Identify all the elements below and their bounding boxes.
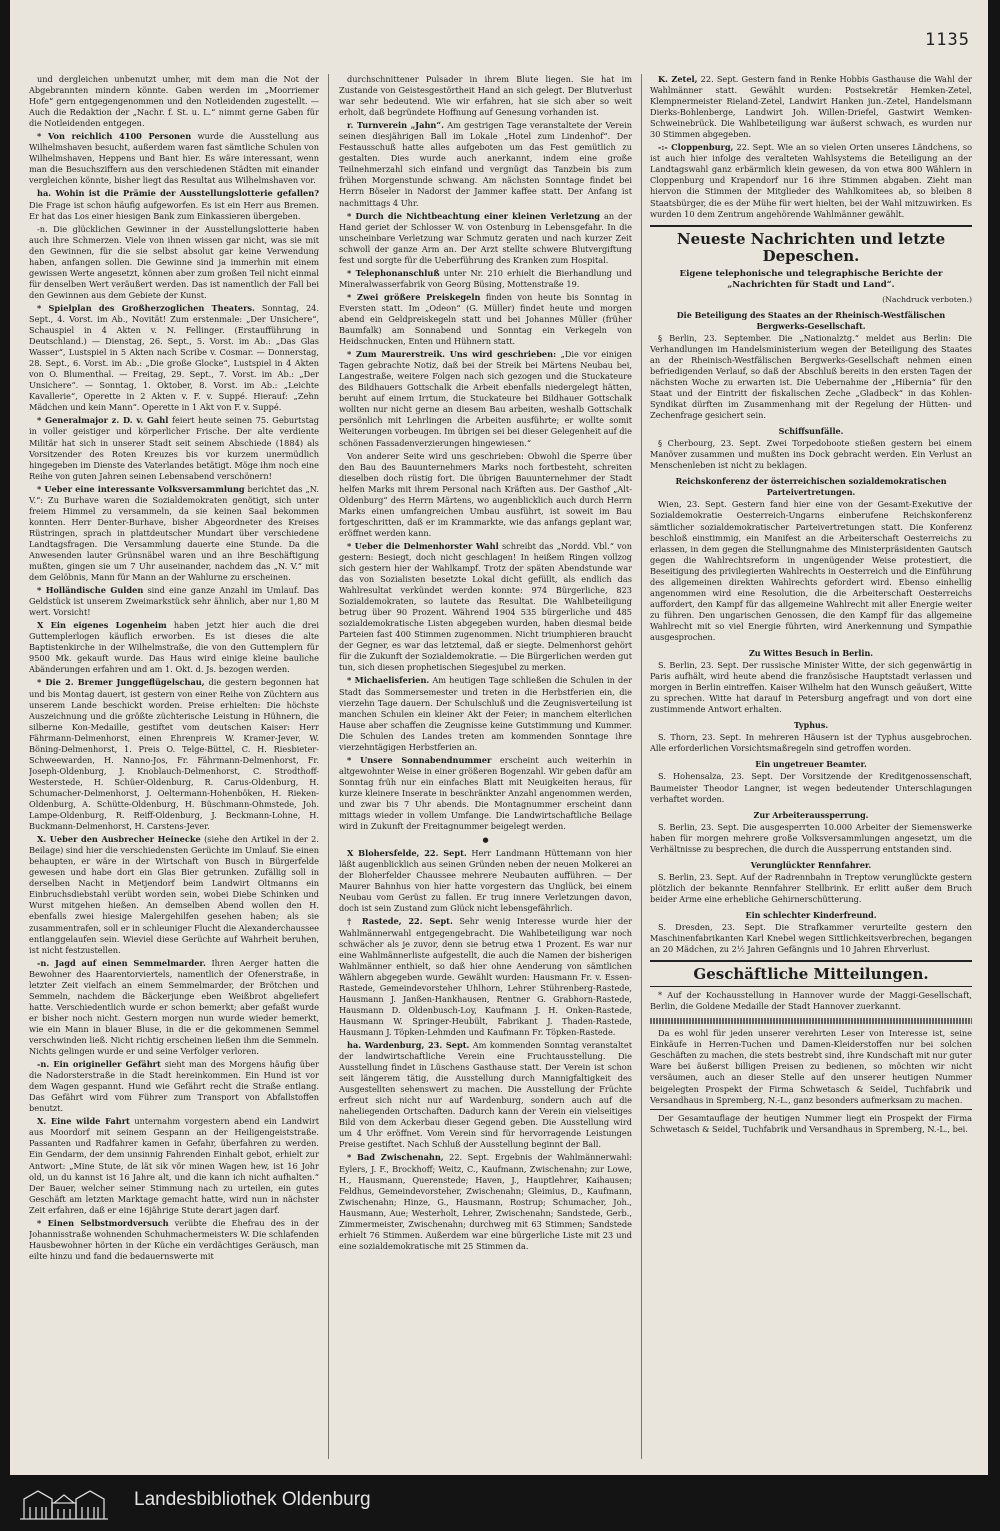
news-text: S. Berlin, 23. Sept. Auf der Radrennbahn in Treptow verunglückte gestern plötzlich der bekannte Rennfahrer Stellbrink. Er erlitt außer dem Bruch beider Arme eine erhebliche Gehirnerschütterung. [650,871,972,904]
article [339,1152,632,1251]
news-text: § Berlin, 23. September. Die „Nationalztg.“ meldet aus Berlin: Die Verhandlungen im Handelsministerium wegen der Beteiligung des Staates an der Rheinisch-Westfälischen Bergwerks-Gesellschaft nehmen einen befriedigenden Verlauf, so daß der Abschluß bereits in den ersten Tagen der nächsten Woche zu erwarten ist. Die Uebernahme der „Hibernia“ für den Staat und der Eintritt der fiskalischen Zeche „Gladbeck“ in das Kohlen-Syndikat dürften im Zusammenhang mit der Regelung der Hütten- und Zechenfrage gesichert sein. [650,332,972,421]
article [339,120,632,208]
news-text: § Cherbourg, 23. Sept. Zwei Torpedoboote stießen gestern bei einem Manöver zusammen und mußten ins Dock gebracht werden. Ein Verlust an Menschenleben ist nicht zu beklagen. [650,438,972,471]
library-building-icon [18,1485,110,1521]
article-headline: X. Ueber den Ausbrecher Heinecke [37,834,201,845]
article-text: Herr Landmann Hüttemann von hier läßt augenblicklich aus seinen Gründen neben der neuen Molkerei an der Bloherfelder Chaussee mehrere Neubauten aufführen. — Der Maurer Bahnhus von hier hatte vorgestern das Unglück, bei einem Neubau vom Gerüst zu fallen. Er trug innere Verletzungen davon, doch ist sein Zustand zum Glück nicht lebensgefährlich. [339,848,632,914]
article-headline: * Ueber eine interessante Volksversammlung [37,483,245,494]
article-headline: * Michaelisferien. [347,675,430,686]
section-title-business: Geschäftliche Mitteilungen. [693,965,929,984]
article-text: Sehr wenig Interesse wurde hier der Wahlmännerwahl entgegengebracht. Die Wahlbeteiligung war noch schwächer als je zuvor, denn sie betrug etwa 1 Prozent. Es war nur eine Wahlmännerliste aufgestellt, die auch die Namen der bisherigen Wahlmänner enthielt, so daß hier ohne Aenderung von sämtlichen Wählern abgegeben wurde. Gewählt wurden: Hausmann Fr. v. Essen-Rastede, Gemeindevorsteher Uhlhorn, Lehrer Stührenberg-Rastede, Hausmann J. Janßen-Hankhausen, Rentner G. Grabhorn-Rastede, Hausmann D. Oldenbusch-Loy, Kaufmann J. H. Onken-Rastede, Hausmann W. Springer-Heubült, Fabrikant J. Thaden-Rastede, Hausmann J. Töpken-Lehmden und Kaufmann Fr. Töpken-Rastede. [339,916,632,1037]
article [29,958,319,1057]
article [339,541,632,674]
viewer-footer [0,1475,1000,1531]
article-text: Am gestrigen Tage veranstaltete der Verein seinen diesjährigen Ball im Lokale „Hotel zum Lindenhof“. Der Festausschuß hatte alles aufgeboten um das Fest gemütlich zu gestalten. Dies wurde auch anerkannt, indem eine große Teilnehmerzahl sich einfand und vergnügt das Tanzbein bis zum frühen Morgenstunde schwang. Am nächsten Sonntage findet bei Herrn Böseler in Nadorst der Jammer kaffee statt. Der Anfang ist nachmittags 4 Uhr. [339,120,632,208]
ornament-rule [650,1018,972,1024]
article [650,142,972,219]
article-headline: * Von reichlich 4100 Personen [37,131,192,142]
article-headline: X. Eine wilde Fahrt [37,1116,130,1127]
article [29,834,319,956]
article-headline: X Blohersfelde, 22. Sept. [347,848,467,859]
reprint-notice: (Nachdruck verboten.) [882,294,972,304]
article-text: sind eine ganze Anzahl im Umlauf. Das Geldstück ist unserem Zweimarkstück sehr ähnlich, aber nur 1,80 M wert. Vorsicht! [29,585,319,618]
article-headline: * Bad Zwischenahn, [347,1152,444,1163]
article [339,268,632,290]
article-text: „Die vor einigen Tagen gebrachte Notiz, daß bei der Streik bei Märtens Neubau bei, Langestraße, weitere Folgen nach sich gezogen und die Stuckateure des Bildhauers Gottschalk die Arbeit ebenfalls niedergelegt hätten, beruht auf einem Irrtum, die Stuckateure bei Bildhauer Gottschalk wollten nur nicht gerne an diesem Bau arbeiten, weshalb Gottschalk persönlich mit Lehrlingen die Arbeiten ausführte; er wollte somit Weiterungen vorbeugen. Im übrigen sei bei dieser Gelegenheit auf die schönen Fassadenverzierungen hingewiesen.“ [339,349,632,448]
article-text: sieht man des Morgens häufig über die Nadorsterstraße in die Stadt hereinkommen. Ein Hund ist vor dem Wagen gespannt. Hund wie Gefährt recht die Straße entlang. Das Gefährt wird vom Führer zum Transport von Abfallstoffen benutzt. [29,1059,319,1114]
article [29,1218,319,1262]
article-headline: † Rastede, 22. Sept. [347,916,453,927]
column-rule [641,74,642,1459]
section-title-latest-news: Neueste Nachrichten und letzte Depeschen. [676,229,946,265]
article [339,211,632,266]
article-headline: r. Turnverein „Jahn“. [347,120,444,131]
article-headline: * Durch die Nichtbeachtung einer kleinen Verletzung [347,210,601,221]
article-headline: ha. Wardenburg, 23. Sept. [347,1039,470,1050]
article-text: unternahm vorgestern abend ein Landwirt aus Moordorf mit seinem Gespann an der Heiligengeiststraße. Passanten und Radfahrer kamen in Gefahr, überfahren zu werden. Ein Gendarm, der dem unsinnig Fahrenden Einhalt gebot, erhielt zur Antwort: „Mine Stute, de lät sik vör minen Wagen hew, ist 16 Johr old, un du kannst ist 16 Jahre alt, und die kann ich nicht aufhalten.“ Der Bauer, welcher seiner Stimmung nach zu urteilen, ein gutes Geschäft am letzten Marktage gemacht hatte, wird nun in nächster Zeit erfahren, daß er eine 16jährige Stute derart jagen darf. [29,1116,319,1215]
news-text: Wien, 23. Sept. Gestern fand hier eine von der Gesamt-Exekutive der Sozialdemokratie Oesterreich-Ungarns einberufene Reichskonferenz sämtlicher sozialdemokratischer Parteivertretungen statt. Die Konferenz beschloß einstimmig, ein Manifest an die Arbeiterschaft Oesterreichs zu erlassen, in dem gegen die Stellungnahme des Ministerpräsidenten Gautsch gegen die Wahlrechtsreform in ungenügender Weise protestiert, die Beseitigung des privilegierten Wahlrechts in Oesterreich und die Einführung des allgemeinen direkten Wahlrechts gefordert wird. Ebenso einhellig angenommen wird eine Resolution, die die Arbeiterschaft Oesterreichs auffordert, den Kampf für das allgemeine Wahlrecht mit aller Energie weiter zu führen. Den ungarischen Genossen, die den Kampf für das allgemeine Wahlrecht mit so viel Energie führten, wird Anerkennung und Sympathie ausgesprochen. [650,499,972,642]
article-headline: * Holländische Gulden [37,585,144,596]
article [29,303,319,413]
article-headline: * Die 2. Bremer Junggeflügelschau, [37,677,205,688]
article [29,585,319,618]
article-headline: * Zwei größere Preiskegeln [347,291,481,302]
news-headline: Reichskonferenz der österreichischen sozialdemokratischen Parteivertretungen. [675,476,947,498]
article-headline: K. Zetel, [658,74,698,84]
section-rule [650,1109,972,1110]
article-headline: * Ueber die Delmenhorster Wahl [347,540,499,551]
article-text: finden von heute bis Sonntag in Eversten statt. Im „Odeon“ (G. Müller) findet heute und morgen abend ein Geldpreiskegeln statt und bei Johannes Müller (früher Baumfalk) am Sonnabend und Sonntag ein Verkegeln von Heidschnucken, Enten und Hühnern statt. [339,291,632,347]
article-text: verübte die Ehefrau des in der Johannisstraße wohnenden Schuhmachermeisters W. Die schlafenden Hausbewohner hörten in der Küche ein verdächtiges Geräusch, man eilte hinzu und fand die bedauernswerte mit [29,1217,319,1261]
library-name: Landesbibliothek Oldenburg [134,1489,371,1510]
news-text: S. Thorn, 23. Sept. In mehreren Häusern ist der Typhus ausgebrochen. Alle erforderlichen Vorsichtsmaßregeln sind getroffen worden. [650,732,972,754]
article [339,1040,632,1150]
article-text: Am kommenden Sonntag veranstaltet der landwirtschaftliche Verein eine Fruchtausstellung. Die Ausstellung findet in Lüschens Gasthause statt. Der Verein ist schon seit längerem tätig, die Ausstellung durch Mannigfaltigkeit des Ausgestellten sehenswert zu machen. Die Ausstellung der Früchte erfreut sich nicht nur auf Wardenburg, sondern auch auf die naheliegenden Ortschaften. Dadurch kann der Verein ein vielseitiges Bild von dem Ackerbau dieser Gegend geben. Die Ausstellung wird um 4 Uhr eröffnet. Vom Verein sind für hervorragende Leistungen Preise gestiftet. Nach Schluß der Ausstellung beginnt der Ball. [339,1039,632,1150]
news-headline: Zur Arbeiteraussperrung. [753,809,869,820]
article [29,188,319,221]
news-text: S. Dresden, 23. Sept. Die Strafkammer verurteilte gestern den Maschinenfabrikanten Karl Knebel wegen Sittlichkeitsverbrechen, begangen an 20 Mädchen, zu 2½ Jahren Gefängnis und 10 Jahren Ehrverlust. [650,922,972,955]
article-text: durchschnittener Pulsader in ihrem Blute liegen. Sie hat im Zustande von Geistesgestörtheit Hand an sich gelegt. Der Blutverlust war sehr bedeutend. Wie wir erfahren, hat sie sich aber so weit erholt, daß begründete Hoffnung auf Genesung vorhanden ist. [339,74,632,118]
news-headline: Verunglückter Rennfahrer. [750,859,872,870]
section-subtitle: Eigene telephonische und telegraphische Berichte der „Nachrichten für Stadt und Land“. [679,268,943,290]
article [29,415,319,481]
article [650,74,972,140]
article [339,349,632,448]
section-rule [650,225,972,227]
article-text: Ihren Aerger hatten die Bewohner des Haarentorviertels, namentlich der Ofenerstraße, in letzter Zeit vielfach an einem Semmelmarder, der Brötchen und Semmeln, nachdem die Bäckerjunge eben Weißbrot abgeliefert hatte. Verschiedentlich wurde er schon bemerkt; aber gefaßt wurde er bisher noch nicht. Gestern morgen nun wurde wieder bemerkt, wie ein Mann in blauer Bluse, in die er die gekommenen Semmel verschwinden ließ. Nicht richtig erscheinen ließen ihm die Semmeln. Nichts gelingen wurde er und seine Verfolger verloren. [29,957,319,1057]
article-headline: * Generalmajor z. D. v. Gahl [37,415,169,426]
article-text: 22. Sept. Wie an so vielen Orten unseres Ländchens, so ist auch hier infolge des veralteten Wahlsystems die Beteiligung an der Landtagswahl ganz erbärmlich klein gewesen, da von etwa 800 Wählern in Cloppenburg und Krapendorf nur 16 ihre Stimmen abgaben. Zieht man hiervon die Stimmen der Mitglieder des Wahlkomitees ab, so bleiben 8 Staatsbürger, die es der Mühe für wert hielten, bei der Wahl mitzuwirken. Es wurden 10 dem Zentrum angehörende Wahlmänner gewählt. [650,142,972,219]
article-headline: -:- Cloppenburg, [658,142,734,153]
separator-dot [339,834,632,846]
article-text: unter Nr. 210 erhielt die Bierhandlung und Mineralwasserfabrik von Georg Büsing, Mottenstraße 19. [339,267,632,289]
article-headline: -n. Ein origineller Gefährt [37,1059,161,1070]
article-text: Sonntag, 24. Sept., 4. Vorst. im Ab., Novität! Zum erstenmale: „Der Unsichere“, Schauspiel in 4 Akten v. N. Fellinger. (Erstaufführung in Deutschland.) — Dienstag, 26. Sept., 5. Vorst. im Ab.: „Das Glas Wasser“, Lustspiel in 5 Akten nach Scribe v. Cosmar. — Donnerstag, 28. Sept., 6. Vorst. im Ab.: „Die große Glocke“, Lustspiel in 4 Akten von O. Blumenthal. — Freitag, 29. Sept., 7. Vorst. im Ab.: „Der Unsichere“. — Sonntag, 1. Oktober, 8. Vorst. im Ab.: „Leichte Kavallerie“, Operette in 2 Akten v. F. v. Suppé. Hierauf: „Zehn Mädchen und kein Mann“. Operette in 1 Akt von F. v. Suppé. [29,302,319,413]
article-headline: -n. Jagd auf einen Semmelmarder. [37,957,206,968]
article [29,484,319,583]
article-headline: * Einen Selbstmordversuch [37,1217,169,1228]
page-number: 1135 [925,30,970,50]
newspaper-page [10,0,988,1475]
news-text: S. Hohensalza, 23. Sept. Der Vorsitzende der Kreditgenossenschaft, Baumeister Theodor Langner, ist wegen bedeutender Unterschlagungen verhaftet worden. [650,771,972,804]
article-text: und dergleichen unbenutzt umher, mit dem man die Not der Abgebrannten mindern könnte. Gaben werden im „Moorriemer Hofe“ gern entgegengenommen und den Notleidenden zugestellt. — Auch die Redaktion der „Nachr. f. St. u. L.“ nimmt gerne Gaben für die Notleidenden entgegen. [29,74,319,129]
business-notice: * Auf der Kochausstellung in Hannover wurde der Maggi-Gesellschaft, Berlin, die Goldene Medaille der Stadt Hannover zuerkannt. [650,990,972,1012]
article-text: schreibt das „Nordd. Vbl.“ von gestern: Besiegt, doch nicht geschlagen! In heißem Ringen vollzog sich gestern hier der Wahlkampf. Trotz der späten Abendstunde war das von Sozialisten besetzte Lokal dicht gefüllt, als endlich das Wahlresultat verkündet werden konnte: 974 Bürgerliche, 823 Sozialdemokraten, so lautete das Resultat. Die Wahlbeteiligung betrug über 90 Prozent. Während 1904 535 bürgerliche und 485 sozialdemokratische Listen abgegeben wurden, haben diesmal beide Parteien fast 400 Stimmen zugenommen. Nicht triumphieren braucht der Gegner, es war das letztemal, daß er siegte. Delmenhorst gehört für die Zukunft der Sozialdemokratie. — Die Bürgerlichen werden gut tun, sich diesen prophetischen Siegesjubel zu merken. [339,540,632,673]
news-headline: Zu Wittes Besuch in Berlin. [748,648,874,659]
article-text: (siehe den Artikel in der 2. Beilage) sind hier die verschiedensten Gerüchte im Umlauf. Sie einen behaupten, er wäre in der Wirtschaft von Busch in Bürgerfelde gewesen und habe dort ein Glas Bier getrunken. Zufällig soll in derselben Nacht in Metjendorf beim Landwirt Oltmanns ein Einbruchsdiebstahl verübt worden sein, wobei Diebe Schinken und Wurst mitgehen hießen. An demselben Abend wollen den H. ebenfalls zwei hiesige Malergehilfen gesehen haben; als sie zusammentrafen, soll er in schleuniger Flucht die Alexanderchaussee entlanggelaufen sein. Wieviel diese Gerüchte auf Wahrheit beruhen, ist nicht festzustellen. [29,834,319,955]
news-headline: Typhus. [793,720,829,731]
article-headline: * Telephonanschluß [347,267,440,278]
business-notice: Der Gesamtauflage der heutigen Nummer liegt ein Prospekt der Firma Schwetasch & Seidel, Tuchfabrik und Versandhaus in Spremberg, N.-L., bei. [650,1112,972,1134]
business-notice: Da es wohl für jeden unserer verehrten Leser von Interesse ist, seine Einkäufe in Herren-Tuchen und Damen-Kleiderstoffen nur bei solchen Geschäften zu machen, die stets bestrebt sind, ihre Kundschaft mit nur guter Ware bei äußerst billigen Preisen zu bedienen, so möchten wir nicht versäumen, auch an dieser Stelle auf den unserer heutigen Nummer beigelegten Prospekt der Firma Schwetasch & Seidel, Tuchfabrik und Versandhaus in Spremberg, N.-L., ganz besonders aufmerksam zu machen. [650,1028,972,1105]
section-rule [650,960,972,962]
article-headline: ha. Wohin ist die Prämie der Ausstellungslotterie gefallen? [37,188,319,199]
section-rule [650,986,972,987]
article [29,1059,319,1114]
news-text: S. Berlin, 23. Sept. Der russische Minister Witte, der sich gegenwärtig in Paris aufhält, wird heute abend die französische Hauptstadt verlassen und morgen in Berlin eintreffen. Kaiser Wilhelm hat den Wunsch geäußert, Witte zu sprechen. Witte hat darauf in Petersburg angefragt und von dort eine zustimmende Antwort erhalten. [650,660,972,715]
article-text: erscheint auch weiterhin in altgewohnter Weise in einer größeren Bogenzahl. Wir geben dafür am Sonntag früh nur ein einfaches Blatt mit Neuigkeiten heraus, für kurze kleinere Inserate in beschränkter Anzahl angenommen werden, und zwar bis 7 Uhr abends. Die Montagnummer erscheint dann mittags wieder in vollem Umfange. Die Landwirtschaftliche Beilage wird in Zukunft der Freitagnummer beigelegt werden. [339,754,632,832]
article-text: -n. Die glücklichen Gewinner in der Ausstellungslotterie haben auch ihre Schmerzen. Viele von ihnen wissen gar nicht, was sie mit den Gewinnen, für die sie selbst absolut gar keine Verwendung haben, anfangen sollen. Die Gewinne sind ja immerhin mit einem gewissen Werte angesetzt, können aber zum großen Teil nicht einmal für denselben Wert veräußert werden. Das ist namentlich der Fall bei den Gewinnen aus dem Gebiete der Kunst. [29,223,319,300]
article [339,675,632,752]
article [339,916,632,1038]
article-headline: X Ein eigenes Logenheim [37,620,167,631]
article-headline: * Spielplan des Großherzoglichen Theaters. [37,302,255,313]
article-text: Am heutigen Tage schließen die Schulen in der Stadt das Sommersemester und treten in die Herbstferien ein, die vierzehn Tage dauern. Der Schulschluß und die Zeugnisverteilung ist manchen Schulen ein kleiner Akt der Feier; in manchem elterlichen Hause aber schaffen die Zeugnisse keine Gutstimmung und Kummer. Die Schulen des Landes treten am kommenden Sonntage ihre vierzehntägigen Herbstferien an. [339,675,632,752]
column-2 [339,74,632,1459]
article-text: haben jetzt hier auch die drei Guttemplerlogen käuflich erworben. Es ist dieses die alte Baptistenkirche in der Wilhelmstraße, die von den Guttemplern für 9500 Mk. gekauft wurde. Das Haus wird einige kleine bauliche Abänderungen erfahren und am 1. Okt. d. Js. bezogen werden. [29,620,319,675]
article-text: 22. Sept. Ergebnis der Wahlmännerwahl: Eylers, J. F., Brockhoff; Weitz, C., Kaufmann, Zwischenahn; zur Lowe, H., Hausmann, Querenstede; Haven, J., Hauptlehrer, Kaihausen; Feldhus, Gemeindevorsteher, Zwischenahn; Gleimius, D., Kaufmann, Zwischenahn; Hinze, G., Hausmann, Rostrup; Schumacher, Joh., Hausmann, Aue; Westerholt, Lehrer, Zwischenahn; Sandstede, Gerb., Zimmermeister, Zwischenahn; durchweg mit 63 Stimmen; Sandstede erhielt 76 Stimmen. Außerdem war eine bürgerliche Liste mit 23 und eine sozialdemokratische mit 25 Stimmen da. [339,1152,632,1251]
article-text: 22. Sept. Gestern fand in Renke Hobbis Gasthause die Wahl der Wahlmänner statt. Gewählt wurden: Postsekretär Hemken-Zetel, Klempnermeister Rieland-Zetel, Landwirt Hanken jun.-Zetel, Handelsmann Dierks-Bohlenberge, Landwirt Joh. Willen-Driefel, Gastwirt Wemken-Schweinebrück. Die Wahlbeteiligung war äußerst schwach, es wurden nur 30 Stimmen abgegeben. [650,74,972,140]
article-text: feiert heute seinen 75. Geburtstag in voller geistiger und körperlicher Frische. Der alte verdiente Militär hat sich in unserer Stadt seit seinem Abschiede (1884) als Vorsitzender des Roten Kreuzes bis vor kurzem unermüdlich hingegeben im Dienste des Vaterlandes betätigt. Möge ihm noch eine Reihe von guten Jahren seinen Lebensabend verschönern! [29,415,319,481]
article-text: an der Hand geriet der Schlosser W. von Ostenburg in Lebensgefahr. In die unscheinbare Verletzung war Schmutz geraten und nach kurzer Zeit schwoll der ganze Arm an. Der Arzt stellte schwere Blutvergiftung fest und sorgte für die Ueberführung des Kranken zum Hospital. [339,210,632,265]
article [29,131,319,186]
column-rule [328,74,329,1459]
column-3 [650,74,972,1459]
article [339,755,632,832]
news-text: S. Berlin, 23. Sept. Die ausgesperrten 10.000 Arbeiter der Siemenswerke haben für morgen mehrere große Volksversammlungen angesetzt, um die Verhältnisse zu besprechen, die durch die Aussperrung entstanden sind. [650,821,972,854]
column-1 [29,74,319,1459]
article-text: berichtet das „N. V.“: Zu Burhave waren die Sozialdemokraten genötigt, sich unter freiem Himmel zu versammeln, da sie keinen Saal bekommen konnten. Herr Denter-Burhave, bisher Abgeordneter des Kreises Rüstringen, sprach in plattdeutscher Mundart über verschiedene Landtagsfragen. Die Versammlung dauerte eine Stunde. Da die Anwesenden lauter Grünsnäbel waren und an ihre Beschäftigung mußten, gingen sie um 7 Uhr auseinander, nachdem das „N. V.“ mit dem Gelöbnis, Mann für Mann an der Wahlurne zu erscheinen. [29,483,319,583]
article-text: Von anderer Seite wird uns geschrieben: Obwohl die Sperre über den Bau des Bauunternehmers Marks noch fortbesteht, schreiten dieselben doch rüstig fort. Die übrigen Bauunternehmer der Stadt helfen Marks mit ihrem Personal nach Kräften aus. Der Gasthof „Alt-Oldenburg“ des Herrn Märtens, wo augenblicklich auch durch Herrn Marks einen umfangreichen Umbau ausführt, ist soweit im Bau fortgeschritten, daß er im Krammarkte, wie das anfangs geplant war, eröffnet werden kann. [339,450,632,538]
article [29,677,319,832]
news-headline: Die Beteiligung des Staates an der Rheinisch-Westfälischen Bergwerks-Gesellschaft. [676,309,946,331]
article [29,1116,319,1215]
article [339,292,632,347]
news-headline: Ein schlechter Kinderfreund. [745,910,877,920]
article-text: wurde die Ausstellung aus Wilhelmshaven besucht, außerdem waren fast sämtliche Schulen von Wilhelmshaven, Heppens und Bant hier. Es wäre interessant, wenn man die Besuchsziffern aus den verschiedenen Städten mit einander vergleichen könnte, bisher liegt das Resultat aus Wilhelmshaven vor. [29,131,319,186]
article [339,848,632,914]
article-text: Die Frage ist schon häufig aufgeworfen. Es ist ein Herr aus Bremen. Er hat das Los einer hiesigen Bank zum Einkassieren übergeben. [29,199,319,221]
article-headline: * Unsere Sonnabendnummer [347,754,492,765]
article-headline: * Zum Maurerstreik. Uns wird geschrieben: [347,349,557,360]
news-headline: Schiffsunfälle. [778,426,844,437]
news-headline: Ein ungetreuer Beamter. [755,759,867,770]
article-text: die gestern begonnen hat und bis Montag dauert, ist gestern von einer Reihe von Züchtern aus unserem Lande beschickt worden. Preise erhielten: Die höchste Auszeichnung und die größte züchterische Leistung in Hühnern, die silberne Kon-Medaille, gestiftet vom deutschen Kaiser: Herr Fährmann-Delmenhorst, einen Ehrenpreis W. Kramer-Jever, W. Böning-Delmenhorst, 1. Preis O. Telge-Büttel, C. H. Riesbieter-Schweewarden, H. Nanno-Jos, Fr. Fährmann-Delmenhorst, Fr. Joseph-Oldenburg, J. Knoblauch-Delmenhorst, C. Strodthoff-Westerstede, H. Schüer-Oldenburg, R. Carus-Oldenburg, H. Schumacher-Delmenhorst, J. Oeltermann-Hohenböken, H. Rieken-Oldenburg, A. Schütte-Oldenburg, H. Büschmann-Ohmstede, Joh. Lampe-Oldenburg, R. Reiff-Oldenburg, J. Beckmann-Lohne, H. Buckmann-Delmenhorst, H. Carstens-Jever. [29,677,319,832]
article [29,620,319,675]
